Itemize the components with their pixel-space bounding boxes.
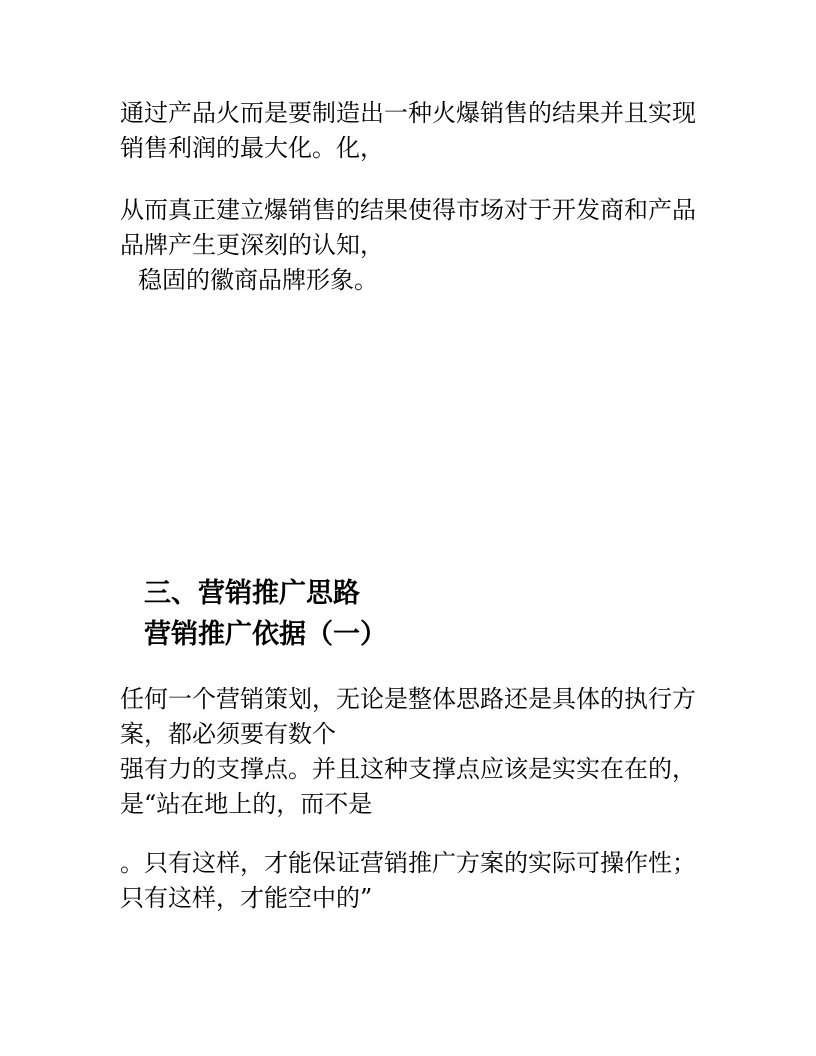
paragraph-4 bbox=[120, 846, 710, 916]
paragraph-1-line-1: 通过产品火而是要制造出一种火爆销售的结果并且实现 bbox=[120, 99, 696, 127]
paragraph-4-line-1: 。只有这样，才能保证营销推广方案的实际可操作性； bbox=[120, 849, 696, 877]
paragraph-3 bbox=[120, 682, 710, 822]
paragraph-3-line-4: 是“站在地上的，而不是 bbox=[120, 790, 373, 818]
paragraph-1-line-2: 销售利润的最大化。化， bbox=[120, 134, 384, 162]
paragraph-3-line-1: 任何一个营销策划，无论是整体思路还是具体的执行方 bbox=[120, 685, 696, 713]
paragraph-2 bbox=[120, 193, 710, 298]
paragraph-4-line-2: 只有这样，才能空中的” bbox=[120, 884, 373, 912]
paragraph-3-line-3: 强有力的支撑点。并且这种支撑点应该是实实在在的， bbox=[120, 755, 696, 783]
paragraph-2-line-1: 从而真正建立爆销售的结果使得市场对于开发商和产品 bbox=[120, 196, 696, 224]
paragraph-1 bbox=[120, 96, 710, 166]
paragraph-3-line-2: 案，都必须要有数个 bbox=[120, 720, 336, 748]
paragraph-2-line-2: 品牌产生更深刻的认知， bbox=[120, 231, 384, 259]
subsection-heading: 营销推广依据（一） bbox=[144, 619, 387, 650]
paragraph-2-line-3: 稳固的徽商品牌形象。 bbox=[138, 266, 378, 294]
section-heading: 三、营销推广思路 bbox=[144, 578, 360, 609]
